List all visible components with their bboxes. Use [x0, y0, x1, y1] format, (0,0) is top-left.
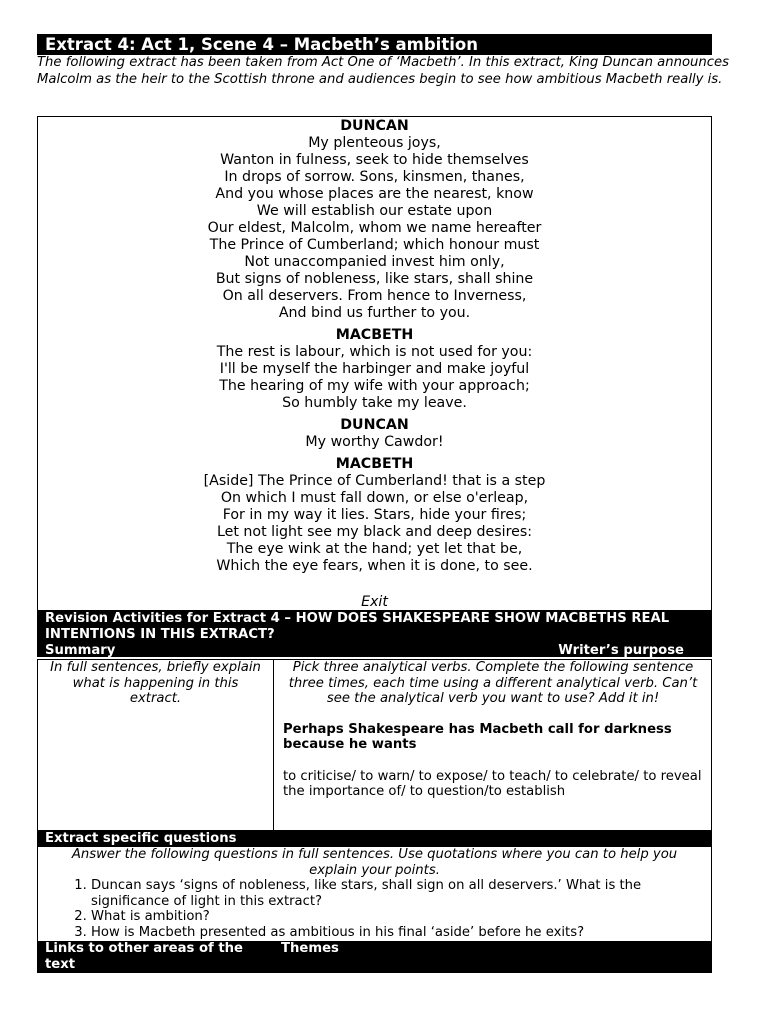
questions-list [38, 878, 711, 940]
summary-label: Summary [45, 643, 116, 658]
revision-heading: Revision Activities for Extract 4 – HOW DOES SHAKESPEARE SHOW MACBETHS REAL INTENTIONS IN THIS EXTRACT? [37, 611, 712, 643]
speaker-name: MACBETH [335, 327, 414, 343]
verse-line: We will establish our estate upon [256, 203, 493, 219]
speech-block [38, 417, 711, 451]
stage-direction-exit: Exit [361, 594, 388, 610]
purpose-instruction: Pick three analytical verbs. Complete the following sentence three times, each time using a different analytical verb. Can’t see the analytical verb you want to use? Add it in! [288, 660, 698, 706]
verse-line: I'll be myself the harbinger and make joyful [219, 361, 530, 377]
verse-line: Which the eye fears, when it is done, to see. [216, 558, 533, 574]
verse-line: Our eldest, Malcolm, whom we name hereafter [207, 220, 542, 236]
themes-label: Themes [281, 941, 339, 956]
verse-line: But signs of nobleness, like stars, shall shine [215, 271, 534, 287]
verse-line: Not unaccompanied invest him only, [244, 254, 505, 270]
speech-block [38, 118, 711, 322]
summary-header-row [37, 643, 712, 659]
verse-line: The hearing of my wife with your approach; [219, 378, 530, 394]
speaker-name: DUNCAN [340, 417, 409, 433]
verse-line: On all deservers. From hence to Inverness, [222, 288, 527, 304]
extract-box [37, 116, 712, 611]
speaker-name: MACBETH [335, 456, 414, 472]
speech-list [38, 118, 711, 575]
verse-line: My worthy Cawdor! [305, 434, 444, 450]
question-item: 2. What is ambition? [91, 909, 711, 925]
verse-line: My plenteous joys, [308, 135, 441, 151]
questions-instruction: Answer the following questions in full sentences. Use quotations where you can to help you explain your points. [71, 847, 678, 878]
links-label: Links to other areas of the text [45, 941, 243, 972]
verse-line: So humbly take my leave. [282, 395, 467, 411]
questions-heading: Extract specific questions [37, 831, 712, 847]
page-title: Extract 4: Act 1, Scene 4 – Macbeth’s ambition [37, 34, 712, 55]
writers-purpose-cell[interactable] [275, 660, 711, 830]
sentence-stem: Perhaps Shakespeare has Macbeth call for darkness because he wants [283, 721, 672, 752]
intro-paragraph: The following extract has been taken from Act One of ‘Macbeth’. In this extract, King Duncan announces Malcolm as the heir to the Scottish throne and audiences begin to see how ambitious Macbeth really is. [37, 55, 729, 87]
verse-line: [Aside] The Prince of Cumberland! that is a step [203, 473, 546, 489]
analytical-verbs: to criticise/ to warn/ to expose/ to teach/ to celebrate/ to reveal the importance of/ to question/to establish [283, 768, 702, 799]
summary-table [37, 659, 712, 831]
footer-row [37, 941, 712, 973]
verse-line: Wanton in fulness, seek to hide themselves [220, 152, 529, 168]
verse-line: In drops of sorrow. Sons, kinsmen, thanes, [224, 169, 525, 185]
speaker-name: DUNCAN [340, 118, 409, 134]
verse-line: And you whose places are the nearest, know [215, 186, 534, 202]
speech-block [38, 456, 711, 575]
question-item: 1. Duncan says ‘signs of nobleness, like stars, shall sign on all deservers.’ What is the significance of light in this extract? [91, 878, 711, 909]
summary-cell[interactable] [38, 660, 274, 830]
verse-line: Let not light see my black and deep desires: [216, 524, 533, 540]
verse-line: The Prince of Cumberland; which honour must [209, 237, 540, 253]
verse-line: For in my way it lies. Stars, hide your fires; [222, 507, 527, 523]
questions-area [37, 847, 712, 941]
writers-purpose-label: Writer’s purpose [558, 643, 684, 658]
question-item: 3. How is Macbeth presented as ambitious in his final ‘aside’ before he exits? [91, 925, 711, 941]
verse-line: On which I must fall down, or else o'erleap, [220, 490, 529, 506]
speech-block [38, 327, 711, 412]
summary-instruction: In full sentences, briefly explain what is happening in this extract. [50, 660, 261, 706]
verse-line: And bind us further to you. [278, 305, 471, 321]
verse-line: The rest is labour, which is not used for you: [216, 344, 533, 360]
verse-line: The eye wink at the hand; yet let that be, [226, 541, 523, 557]
